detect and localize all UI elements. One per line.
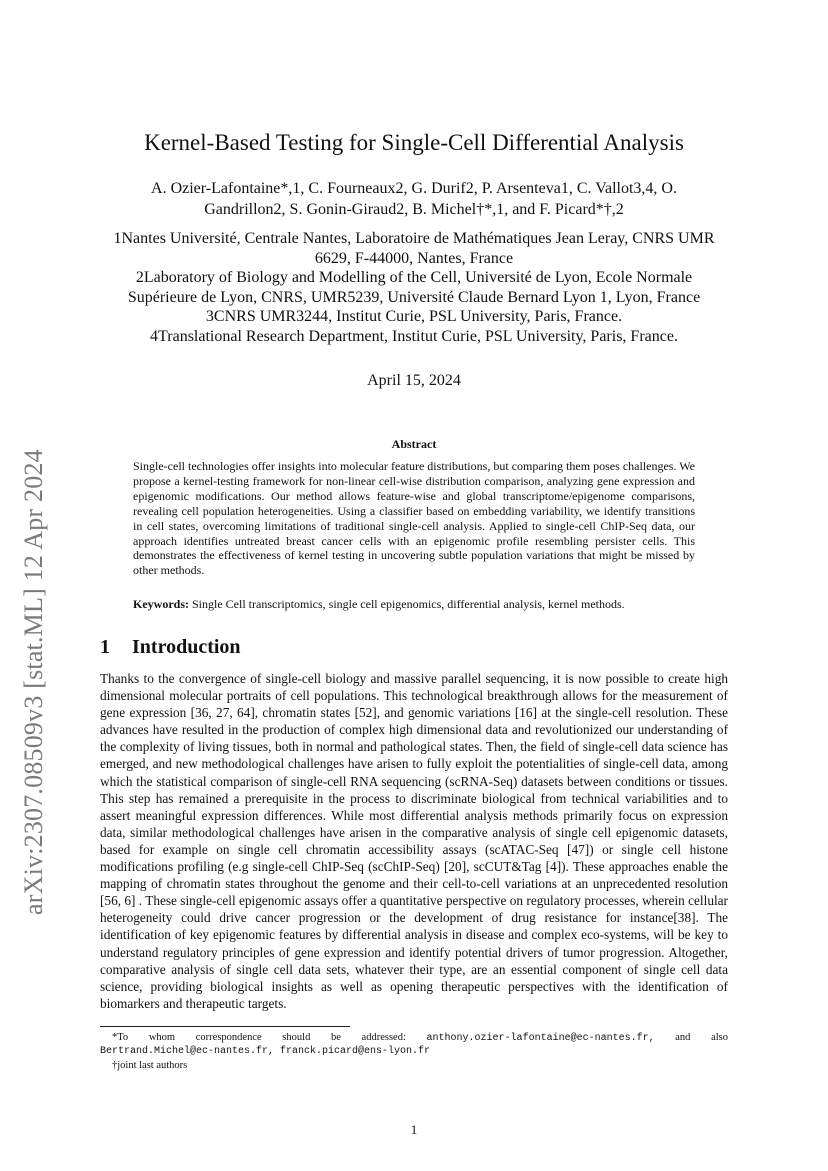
arxiv-identifier[interactable]: arXiv:2307.08509v3 [stat.ML] 12 Apr 2024: [19, 449, 48, 915]
publication-date: April 15, 2024: [367, 372, 461, 389]
page-number: 1: [410, 1122, 418, 1137]
keywords: [133, 597, 695, 612]
footnotes: [100, 1031, 728, 1072]
introduction-paragraph: Thanks to the convergence of single-cell biology and massive parallel sequencing, it is now possible to create high dimensional molecular portraits of cell populations. This technological breakthrough allows for the measurement of gene expression [36, 27, 64], chromatin states [52], and genomic variations [16] at the single-cell resolution. These advances have resulted in the production of complex high dimensional data and revolutionized our understanding of the complexity of living tissues, both in normal and pathological states. Then, the field of single-cell data science has emerged, and new methodological challenges have arisen to fully exploit the potentialities of single-cell data, among which the statistical comparison of single-cell RNA sequencing (scRNA-Seq) datasets between conditions or tissues. This step has remained a prerequisite in the process to discriminate biological from technical variabilities and to assert meaningful expression differences. While most differential analysis methods primarily focus on expression data, similar methodological challenges have arisen in the comparative analysis of single cell epigenomic datasets, based for example on single cell chromatin accessibility assays (scATAC-Seq [47]) or single cell histone modifications profiling (e.g single-cell ChIP-Seq (scChIP-Seq) [20], scCUT&Tag [4]). These approaches enable the mapping of chromatin states throughout the genome and their cell-to-cell variations at an unprecedented resolution [56, 6] . These single-cell epigenomic assays offer a quantitative perspective on regulatory processes, wherein cellular heterogeneity could drive cancer progression or the development of drug resistance for instance[38]. The identification of key epigenomic features by differential analysis in disease and complex eco-systems, will be key to understand regulatory principles of gene expression and identify potential drivers of tumor progression. Altogether, comparative analysis of single cell data sets, whatever their type, are an essential component of single cell data science, providing biological insights as well as opening therapeutic perspectives with the identification of biomarkers and therapeutic targets.: [100, 671, 728, 1011]
abstract-text: Single-cell technologies offer insights into molecular feature distributions, but comparing them poses challenges. We propose a kernel-testing framework for non-linear cell-wise distribution comparison, analyzing gene expression and epigenomic modifications. Our method allows feature-wise and global transcriptome/epigenome comparisons, revealing cell population heterogeneities. Using a classifier based on embedding variability, we identify transitions in cell states, overcoming limitations of traditional single-cell analysis. Applied to single-cell ChIP-Seq data, our approach identifies untreated breast cancer cells with an epigenomic profile resembling persister cells. This demonstrates the effectiveness of kernel testing in uncovering subtle population variations that might be missed by other methods.: [133, 459, 695, 578]
author-line-1: A. Ozier-Lafontaine*,1, C. Fourneaux2, G. Durif2, P. Arsenteva1, C. Vallot3,4, O.: [151, 180, 677, 197]
keywords-list: Single Cell transcriptomics, single cell epigenomics, differential analysis, kernel methods.: [192, 597, 625, 611]
section-title: Introduction: [132, 636, 241, 658]
affiliation-4: 4Translational Research Department, Institut Curie, PSL University, Paris, France.: [150, 327, 678, 345]
section-number: 1: [100, 636, 110, 658]
keywords-label: Keywords:: [133, 597, 189, 611]
affiliation-list: [100, 229, 728, 347]
affiliation-2: 2Laboratory of Biology and Modelling of the Cell, Université de Lyon, Ecole Normale Supérieure de Lyon, CNRS, UMR5239, Université Claude Bernard Lyon 1, Lyon, France: [127, 269, 701, 306]
footnote-rule: [100, 1026, 350, 1027]
footnote-prefix: *To whom correspondence should be addressed:: [112, 1032, 406, 1043]
affiliation-1: 1Nantes Université, Centrale Nantes, Laboratoire de Mathématiques Jean Leray, CNRS UMR 6629, F-44000, Nantes, France: [113, 230, 715, 267]
email-link-ozier[interactable]: anthony.ozier-lafontaine@ec-nantes.fr,: [426, 1033, 655, 1044]
email-links-michel-picard[interactable]: Bertrand.Michel@ec-nantes.fr, franck.picard@ens-lyon.fr: [100, 1046, 431, 1058]
section-heading-introduction: [100, 634, 728, 660]
abstract-heading: Abstract: [391, 437, 437, 451]
footnote-correspondence: [100, 1031, 728, 1045]
footnote-joint-authors: †joint last authors: [112, 1059, 188, 1071]
affiliation-3: 3CNRS UMR3244, Institut Curie, PSL University, Paris, France.: [205, 308, 623, 326]
paper-title: Kernel-Based Testing for Single-Cell Differential Analysis: [144, 130, 684, 155]
footnote-and-also: and also: [675, 1032, 729, 1043]
author-line-2: Gandrillon2, S. Gonin-Giraud2, B. Michel†*,1, and F. Picard*†,2: [204, 201, 624, 218]
author-list: [110, 178, 718, 220]
